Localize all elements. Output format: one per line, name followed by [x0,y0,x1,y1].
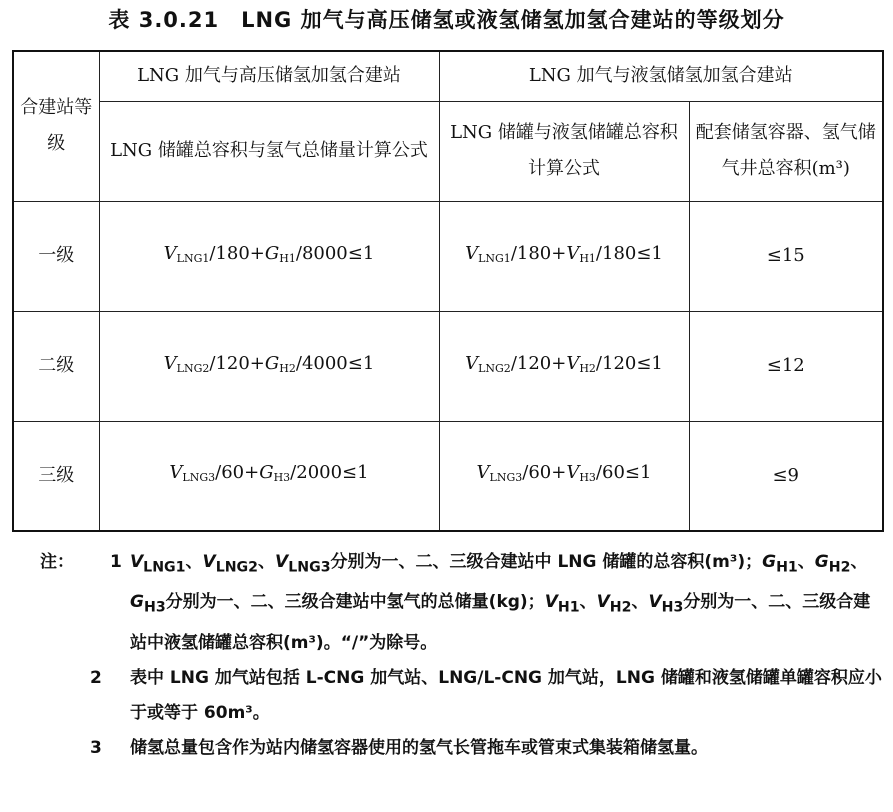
grade-table [12,50,884,532]
sub3-header: 配套储氢容器、氢气储气井总容积(m³) [689,101,883,201]
grade-header [13,51,99,201]
formula2-cell: $V_{LNG3}/60+V_{H3}/60\le 1$ [439,421,689,531]
grade-header-text: 合建站等级 [20,97,93,155]
formula1-cell: $V_{LNG2}/120+G_{H2}/4000\le 1$ [99,311,439,421]
note-text: $V_{LNG1}$、$V_{LNG2}$、$V_{LNG3}$分别为一、二、三级合建站中 LNG 储罐的总容积(m³)；$G_{H1}$、$G_{H2}$、$G_{H3}$分别为一、二、三级合建站中氢气的总储量(kg)；$V_{H1}$、$V_{H2}$、$V_{H3}$分别为一、二、三级合建站中液氢储罐总容积(m³)。“/”为除号。 [130,552,871,653]
table-title: 表 3.0.21 LNG 加气与高压储氢或液氢储氢加氢合建站的等级划分 [108,8,785,32]
note-prefix: 注： [40,552,74,572]
table-row [13,201,883,311]
grade-cell: 二级 [13,311,99,421]
note-text: 表中 LNG 加气站包括 L-CNG 加气站、LNG/L-CNG 加气站，LNG 储罐和液氢储罐单罐容积应小于或等于 60m³。 [130,667,882,723]
sub1-header: LNG 储罐总容积与氢气总储量计算公式 [99,101,439,201]
note-text: 储氢总量包含作为站内储氢容器使用的氢气长管拖车或管束式集装箱储氢量。 [130,737,708,758]
formula1-cell: $V_{LNG1}/180+G_{H1}/8000\le 1$ [99,201,439,311]
formula1-cell: $V_{LNG3}/60+G_{H3}/2000\le 1$ [99,421,439,531]
capacity-cell: ≤12 [689,311,883,421]
note-number: 2 [90,667,102,688]
capacity-cell: ≤15 [689,201,883,311]
note-number: 1 [110,552,122,572]
grade-cell: 一级 [13,201,99,311]
notes [40,545,885,766]
table-row [13,421,883,531]
capacity-cell: ≤9 [689,421,883,531]
formula2-cell: $V_{LNG1}/180+V_{H1}/180\le 1$ [439,201,689,311]
sub2-header: LNG 储罐与液氢储罐总容积计算公式 [439,101,689,201]
note-item [40,661,885,731]
formula2-cell: $V_{LNG2}/120+V_{H2}/120\le 1$ [439,311,689,421]
note-item [40,731,885,766]
group1-header: LNG 加气与高压储氢加氢合建站 [99,51,439,101]
note-item [40,545,885,661]
group2-header: LNG 加气与液氢储氢加氢合建站 [439,51,883,101]
grade-cell: 三级 [13,421,99,531]
table-row [13,311,883,421]
note-number: 3 [90,737,102,758]
